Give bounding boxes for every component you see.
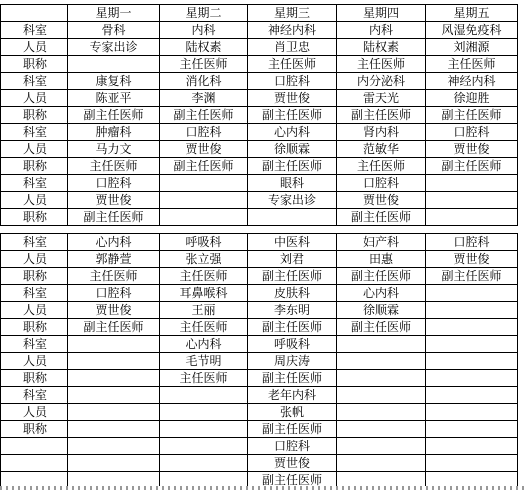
schedule-table-top: [0, 4, 518, 226]
schedule-cell: [160, 421, 248, 438]
schedule-cell: 王丽: [160, 302, 248, 319]
schedule-cell: [426, 370, 518, 387]
schedule-cell: 张立强: [160, 251, 248, 268]
schedule-cell: 神经内科: [248, 22, 337, 39]
table-row: [1, 319, 518, 336]
schedule-cell: [426, 209, 518, 226]
schedule-cell: 肖卫忠: [248, 39, 337, 56]
schedule-cell: [68, 56, 160, 73]
table-row: [1, 370, 518, 387]
row-label-cell: 人员: [1, 302, 68, 319]
schedule-cell: 副主任医师: [337, 319, 426, 336]
sheet-bottom-edge: [0, 486, 525, 490]
schedule-cell: 田惠: [337, 251, 426, 268]
row-label-cell: 科室: [1, 234, 68, 251]
table-row: [1, 107, 518, 124]
schedule-cell: 副主任医师: [426, 268, 518, 285]
header-thursday: 星期四: [337, 5, 426, 22]
schedule-cell: [337, 353, 426, 370]
schedule-cell: 贾世俊: [426, 251, 518, 268]
schedule-cell: 副主任医师: [160, 107, 248, 124]
schedule-cell: [160, 175, 248, 192]
header-tuesday: 星期二: [160, 5, 248, 22]
row-label-cell: 职称: [1, 56, 68, 73]
table-row: [1, 124, 518, 141]
schedule-cell: 刘君: [248, 251, 337, 268]
schedule-cell: 内分泌科: [337, 73, 426, 90]
schedule-cell: 范敏华: [337, 141, 426, 158]
schedule-cell: 消化科: [160, 73, 248, 90]
schedule-cell: 口腔科: [337, 175, 426, 192]
table-row: [1, 73, 518, 90]
schedule-cell: [68, 370, 160, 387]
table-row: [1, 336, 518, 353]
schedule-cell: 口腔科: [426, 234, 518, 251]
schedule-cell: [337, 370, 426, 387]
table-row: [1, 251, 518, 268]
schedule-cell: 肿瘤科: [68, 124, 160, 141]
table-row: [1, 141, 518, 158]
table-row: [1, 158, 518, 175]
schedule-cell: 副主任医师: [248, 319, 337, 336]
schedule-cell: 陈亚平: [68, 90, 160, 107]
table-row: [1, 302, 518, 319]
schedule-cell: 马力文: [68, 141, 160, 158]
schedule-cell: 康复科: [68, 73, 160, 90]
header-monday: 星期一: [68, 5, 160, 22]
schedule-cell: 副主任医师: [68, 209, 160, 226]
table-row: [1, 455, 518, 472]
schedule-cell: [337, 438, 426, 455]
row-label-cell: 人员: [1, 39, 68, 56]
schedule-cell: 贾世俊: [160, 141, 248, 158]
schedule-cell: [160, 209, 248, 226]
schedule-cell: 贾世俊: [248, 455, 337, 472]
schedule-cell: [426, 336, 518, 353]
schedule-cell: 口腔科: [426, 124, 518, 141]
schedule-cell: 张帆: [248, 404, 337, 421]
schedule-cell: 耳鼻喉科: [160, 285, 248, 302]
schedule-cell: 口腔科: [160, 124, 248, 141]
table-row: [1, 387, 518, 404]
row-label-cell: 科室: [1, 22, 68, 39]
table-row: [1, 39, 518, 56]
schedule-cell: [337, 421, 426, 438]
schedule-cell: 主任医师: [337, 56, 426, 73]
schedule-cell: [68, 438, 160, 455]
header-blank-cell: [1, 5, 68, 22]
schedule-cell: [426, 285, 518, 302]
schedule-cell: [248, 209, 337, 226]
schedule-cell: 副主任医师: [68, 107, 160, 124]
schedule-cell: 骨科: [68, 22, 160, 39]
schedule-cell: 皮肤科: [248, 285, 337, 302]
schedule-cell: [160, 404, 248, 421]
schedule-cell: [68, 353, 160, 370]
schedule-table-bottom: [0, 233, 518, 489]
schedule-cell: [426, 404, 518, 421]
table-row: [1, 404, 518, 421]
schedule-cell: 陆权素: [160, 39, 248, 56]
schedule-cell: 贾世俊: [337, 192, 426, 209]
schedule-cell: [426, 438, 518, 455]
schedule-cell: 主任医师: [426, 56, 518, 73]
schedule-cell: [68, 455, 160, 472]
schedule-cell: [337, 404, 426, 421]
schedule-cell: 眼科: [248, 175, 337, 192]
table-row: [1, 234, 518, 251]
schedule-cell: 刘湘源: [426, 39, 518, 56]
schedule-cell: 副主任医师: [248, 370, 337, 387]
header-wednesday: 星期三: [248, 5, 337, 22]
table-row: [1, 22, 518, 39]
schedule-cell: 神经内科: [426, 73, 518, 90]
schedule-cell: 妇产科: [337, 234, 426, 251]
schedule-cell: 口腔科: [68, 285, 160, 302]
row-label-cell: 人员: [1, 141, 68, 158]
schedule-cell: [160, 438, 248, 455]
schedule-cell: 主任医师: [160, 319, 248, 336]
schedule-cell: 副主任医师: [337, 268, 426, 285]
schedule-cell: [426, 302, 518, 319]
schedule-cell: 副主任医师: [248, 421, 337, 438]
schedule-cell: 郭静萱: [68, 251, 160, 268]
schedule-cell: 副主任医师: [248, 158, 337, 175]
row-label-cell: 科室: [1, 387, 68, 404]
row-label-cell: 职称: [1, 209, 68, 226]
schedule-cell: [160, 192, 248, 209]
schedule-cell: 副主任医师: [426, 107, 518, 124]
schedule-cell: 口腔科: [248, 73, 337, 90]
schedule-cell: 肾内科: [337, 124, 426, 141]
table-row: [1, 438, 518, 455]
schedule-cell: [68, 421, 160, 438]
schedule-cell: 中医科: [248, 234, 337, 251]
schedule-cell: 心内科: [337, 285, 426, 302]
row-label-cell: 科室: [1, 73, 68, 90]
schedule-cell: 内科: [160, 22, 248, 39]
row-label-cell: 人员: [1, 90, 68, 107]
schedule-cell: 口腔科: [248, 438, 337, 455]
table-row: [1, 268, 518, 285]
schedule-cell: [426, 192, 518, 209]
schedule-cell: 心内科: [160, 336, 248, 353]
schedule-cell: [68, 387, 160, 404]
schedule-cell: [68, 404, 160, 421]
schedule-cell: 主任医师: [248, 56, 337, 73]
table-row: [1, 209, 518, 226]
header-friday: 星期五: [426, 5, 518, 22]
table-row: [1, 175, 518, 192]
schedule-cell: 专家出诊: [68, 39, 160, 56]
schedule-cell: 主任医师: [160, 268, 248, 285]
schedule-cell: 呼吸科: [248, 336, 337, 353]
row-label-cell: [1, 438, 68, 455]
schedule-cell: 徐顺霖: [248, 141, 337, 158]
row-label-cell: 职称: [1, 268, 68, 285]
row-label-cell: 职称: [1, 158, 68, 175]
schedule-cell: 徐迎胜: [426, 90, 518, 107]
schedule-cell: 心内科: [68, 234, 160, 251]
schedule-cell: 李渊: [160, 90, 248, 107]
row-label-cell: 职称: [1, 370, 68, 387]
row-label-cell: 科室: [1, 285, 68, 302]
row-label-cell: 科室: [1, 175, 68, 192]
schedule-cell: 徐顺霖: [337, 302, 426, 319]
table-row: [1, 192, 518, 209]
row-label-cell: 职称: [1, 107, 68, 124]
table-row: [1, 285, 518, 302]
schedule-cell: 副主任医师: [337, 107, 426, 124]
schedule-cell: 主任医师: [337, 158, 426, 175]
schedule-cell: [337, 336, 426, 353]
schedule-cell: 专家出诊: [248, 192, 337, 209]
schedule-cell: 心内科: [248, 124, 337, 141]
table-row: [1, 353, 518, 370]
schedule-cell: 贾世俊: [248, 90, 337, 107]
schedule-cell: 副主任医师: [248, 472, 337, 489]
table-row: [1, 421, 518, 438]
schedule-cell: [337, 455, 426, 472]
schedule-cell: [337, 387, 426, 404]
schedule-cell: 周庆涛: [248, 353, 337, 370]
schedule-cell: 陆权素: [337, 39, 426, 56]
header-row: [1, 5, 518, 22]
schedule-cell: 副主任医师: [160, 158, 248, 175]
schedule-cell: 主任医师: [160, 56, 248, 73]
schedule-cell: 雷天光: [337, 90, 426, 107]
row-label-cell: 职称: [1, 421, 68, 438]
schedule-cell: 李东明: [248, 302, 337, 319]
schedule-cell: [426, 455, 518, 472]
schedule-cell: [426, 353, 518, 370]
schedule-cell: 风湿免疫科: [426, 22, 518, 39]
schedule-cell: [426, 421, 518, 438]
row-label-cell: 科室: [1, 124, 68, 141]
schedule-cell: 副主任医师: [248, 268, 337, 285]
schedule-cell: 副主任医师: [426, 158, 518, 175]
row-label-cell: 科室: [1, 336, 68, 353]
schedule-cell: 呼吸科: [160, 234, 248, 251]
schedule-cell: 主任医师: [68, 158, 160, 175]
schedule-cell: [68, 336, 160, 353]
schedule-cell: 老年内科: [248, 387, 337, 404]
schedule-cell: 口腔科: [68, 175, 160, 192]
schedule-cell: 副主任医师: [248, 107, 337, 124]
row-label-cell: 人员: [1, 404, 68, 421]
row-label-cell: 职称: [1, 319, 68, 336]
schedule-cell: 主任医师: [160, 370, 248, 387]
schedule-cell: [426, 387, 518, 404]
table-row: [1, 90, 518, 107]
row-label-cell: 人员: [1, 192, 68, 209]
schedule-cell: 贾世俊: [68, 192, 160, 209]
row-label-cell: 人员: [1, 353, 68, 370]
schedule-cell: [426, 175, 518, 192]
row-label-cell: [1, 455, 68, 472]
schedule-cell: 内科: [337, 22, 426, 39]
schedule-cell: [160, 455, 248, 472]
row-label-cell: 人员: [1, 251, 68, 268]
schedule-cell: [160, 387, 248, 404]
table-row: [1, 56, 518, 73]
schedule-cell: 主任医师: [68, 268, 160, 285]
schedule-cell: 贾世俊: [426, 141, 518, 158]
schedule-cell: 副主任医师: [68, 319, 160, 336]
schedule-cell: [426, 319, 518, 336]
schedule-cell: 副主任医师: [337, 209, 426, 226]
schedule-cell: 毛节明: [160, 353, 248, 370]
schedule-cell: 贾世俊: [68, 302, 160, 319]
